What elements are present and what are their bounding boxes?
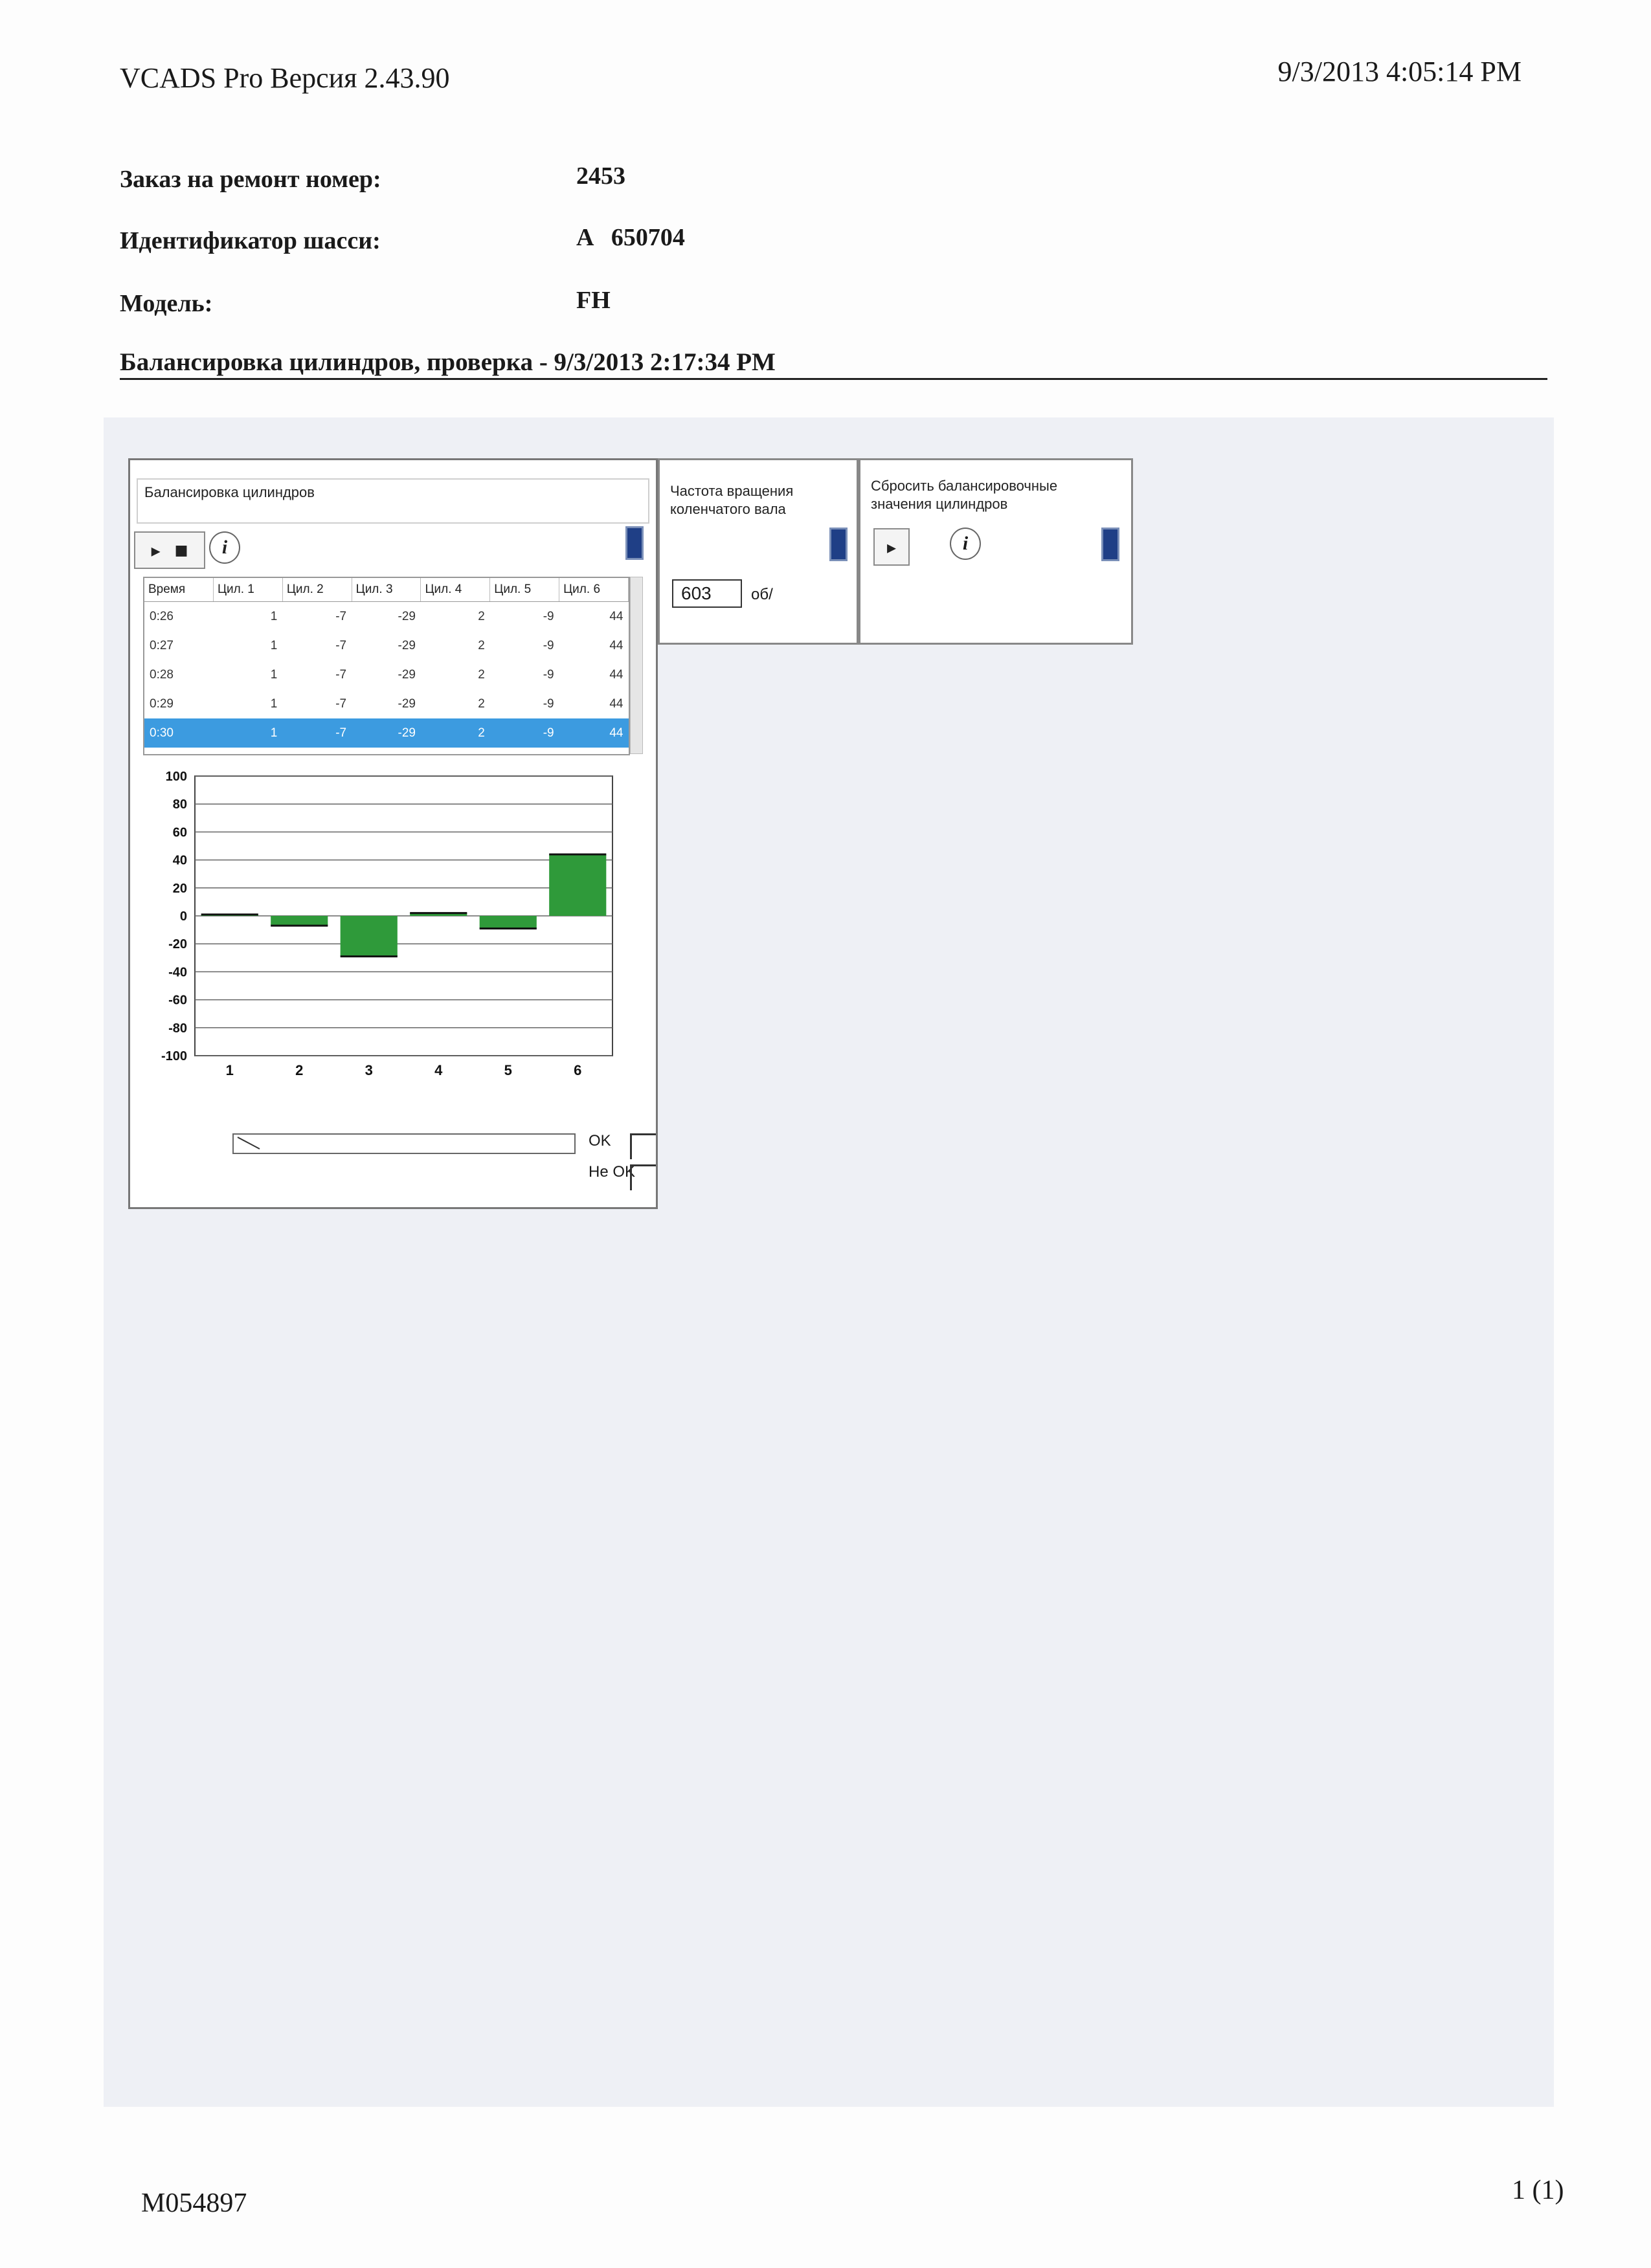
table-header xyxy=(144,578,629,602)
ok-label: OK xyxy=(589,1132,611,1150)
print-timestamp: 9/3/2013 4:05:14 PM xyxy=(1277,56,1522,87)
table-row[interactable] xyxy=(144,660,629,689)
table-cell: 0:29 xyxy=(150,696,174,711)
not-ok-indicator xyxy=(630,1164,656,1190)
table-scrollbar[interactable] xyxy=(630,577,643,754)
table-cell: 44 xyxy=(559,718,629,748)
y-tick-label: 80 xyxy=(172,797,187,812)
table-cell: -29 xyxy=(398,696,416,711)
table-cell: 44 xyxy=(609,696,623,711)
reset-scroll-button[interactable] xyxy=(1101,528,1119,561)
table-cell: 2 xyxy=(478,609,485,623)
play-icon: ▸ xyxy=(151,539,161,561)
chassis-label: Идентификатор шасси: xyxy=(120,227,381,254)
x-tick-label: 3 xyxy=(365,1062,373,1078)
y-tick-label: 20 xyxy=(172,881,187,896)
table-row[interactable] xyxy=(144,602,629,632)
bar xyxy=(341,916,398,957)
section-title: Балансировка цилиндров, проверка - 9/3/2013 2:17:34 PM xyxy=(120,348,776,376)
table-cell: 0:26 xyxy=(150,609,174,623)
table-cell: 1 xyxy=(270,696,278,711)
order-value: 2453 xyxy=(576,162,625,190)
table-cell: -7 xyxy=(335,638,347,652)
column-header[interactable]: Цил. 1 xyxy=(213,578,282,602)
rpm-value-field: 603 xyxy=(672,579,742,608)
x-tick-label: 5 xyxy=(504,1062,512,1078)
bar xyxy=(271,916,328,926)
column-header[interactable]: Цил. 2 xyxy=(282,578,352,602)
table-cell: -7 xyxy=(335,696,347,711)
table-cell: -7 xyxy=(335,609,347,623)
rpm-panel-title: Частота вращения коленчатого вала xyxy=(664,478,853,531)
table-cell: 1 xyxy=(270,609,278,623)
y-tick-label: 0 xyxy=(179,909,187,924)
progress-bar xyxy=(232,1133,576,1154)
balance-table-grid xyxy=(144,578,629,748)
table-row[interactable] xyxy=(144,631,629,660)
reset-panel xyxy=(859,458,1133,645)
y-tick-label: -40 xyxy=(168,965,187,980)
x-tick-label: 1 xyxy=(225,1062,234,1078)
x-tick-label: 2 xyxy=(295,1062,304,1078)
play-icon: ▸ xyxy=(886,536,897,558)
table-cell: 1 xyxy=(270,667,278,682)
y-tick-label: 60 xyxy=(172,825,187,840)
balance-table xyxy=(143,577,630,755)
page-number: 1 (1) xyxy=(1512,2175,1564,2205)
reset-panel-title: Сбросить балансировочные значения цилиндров xyxy=(864,473,1110,526)
table-cell: 1 xyxy=(213,718,282,748)
y-tick-label: -60 xyxy=(168,993,187,1008)
table-cell: 1 xyxy=(270,638,278,652)
x-tick-label: 4 xyxy=(434,1062,443,1078)
column-header[interactable]: Цил. 5 xyxy=(490,578,559,602)
table-cell: -29 xyxy=(398,609,416,623)
table-cell: -29 xyxy=(352,718,421,748)
column-header[interactable]: Цил. 3 xyxy=(352,578,421,602)
table-cell: 0:27 xyxy=(150,638,174,652)
table-body xyxy=(144,602,629,748)
balance-scroll-button[interactable] xyxy=(625,526,644,560)
table-cell: 44 xyxy=(609,667,623,682)
table-cell: 0:30 xyxy=(144,718,213,748)
chassis-value: A 650704 xyxy=(576,224,685,251)
table-cell: -29 xyxy=(398,667,416,682)
reset-start-button[interactable] xyxy=(873,528,910,566)
progress-hatch-icon xyxy=(236,1136,262,1150)
x-tick-label: 6 xyxy=(574,1062,582,1078)
table-cell: 2 xyxy=(478,638,485,652)
table-cell: 2 xyxy=(421,718,490,748)
table-cell: -7 xyxy=(335,667,347,682)
table-cell: -9 xyxy=(543,609,554,623)
table-row[interactable] xyxy=(144,689,629,718)
info-icon: i xyxy=(209,531,240,564)
info-button[interactable] xyxy=(207,530,245,568)
table-cell: 44 xyxy=(609,638,623,652)
bar xyxy=(549,854,606,916)
rpm-unit: об/ xyxy=(751,586,773,603)
table-cell: 2 xyxy=(478,696,485,711)
document-id: M054897 xyxy=(141,2188,247,2218)
ok-indicator xyxy=(630,1133,656,1159)
table-cell: -9 xyxy=(543,638,554,652)
reset-info-icon[interactable]: i xyxy=(950,528,981,560)
table-cell: -7 xyxy=(282,718,352,748)
table-cell: -9 xyxy=(543,667,554,682)
table-cell: -9 xyxy=(543,696,554,711)
table-row[interactable] xyxy=(144,718,629,748)
column-header[interactable]: Время xyxy=(144,578,213,602)
bar xyxy=(480,916,537,928)
table-cell: 44 xyxy=(609,609,623,623)
column-header[interactable]: Цил. 6 xyxy=(559,578,629,602)
stop-icon: ■ xyxy=(174,542,188,559)
table-cell: 0:28 xyxy=(150,667,174,682)
balance-panel-title: Балансировка цилиндров xyxy=(137,478,649,524)
y-tick-label: -20 xyxy=(168,937,187,952)
order-label: Заказ на ремонт номер: xyxy=(120,166,381,193)
balance-chart xyxy=(130,764,660,1101)
balance-panel xyxy=(128,458,658,1209)
table-cell: 2 xyxy=(478,667,485,682)
section-divider xyxy=(120,378,1547,380)
model-label: Модель: xyxy=(120,290,213,317)
app-version: VCADS Pro Версия 2.43.90 xyxy=(120,62,450,94)
rpm-panel xyxy=(658,458,859,645)
rpm-scroll-button[interactable] xyxy=(829,528,848,561)
model-value: FH xyxy=(576,287,611,314)
not-ok-label: Не OK xyxy=(589,1163,636,1181)
y-tick-label: 100 xyxy=(165,770,187,784)
y-tick-label: -80 xyxy=(168,1021,187,1036)
y-tick-label: 40 xyxy=(172,853,187,868)
table-cell: -29 xyxy=(398,638,416,652)
y-tick-label: -100 xyxy=(161,1049,187,1063)
table-cell: -9 xyxy=(490,718,559,748)
start-stop-button[interactable] xyxy=(134,531,205,569)
column-header[interactable]: Цил. 4 xyxy=(421,578,490,602)
